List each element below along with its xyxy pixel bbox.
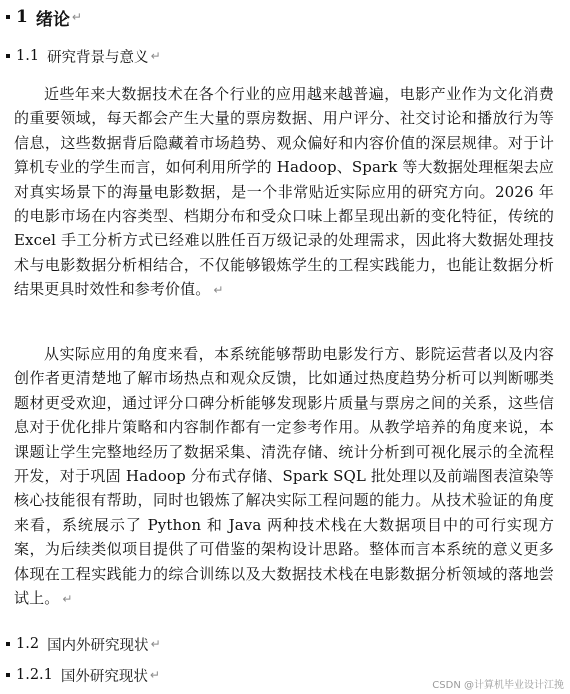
heading-section-1-2-1 bbox=[6, 664, 160, 686]
heading-title: 国外研究现状 bbox=[60, 668, 148, 685]
heading-number: 1.2 bbox=[16, 636, 40, 652]
watermark: CSDN @计算机毕业设计江挽 bbox=[432, 680, 564, 691]
heading-number: 1 bbox=[16, 7, 28, 27]
heading-section-1-2 bbox=[6, 633, 161, 655]
paragraph-text: 近些年来大数据技术在各个行业的应用越来越普遍，电影产业作为文化消费的重要领域，每天都会产生大量的票房数据、用户评分、社交讨论和播放行为等信息，这些数据背后隐藏着市场趋势、观众偏好和内容价值的深层规律。对于计算机专业的学生而言，如何利用所学的 Hadoop、Spark 等大数据处理框架去应对真实场景下的海量电影数据，是一个非常贴近实际应用的研究方向。2026 年的电影市场在内容类型、档期分布和受众口味上都呈现出新的变化特征，传统的 Excel 手工分析方式已经难以胜任百万级记录的处理需求，因此将大数据处理技术与电影数据分析相结合，不仅能够锻炼学生的工程实践能力，也能让数据分析结果更具时效性和参考价值。 bbox=[14, 85, 554, 299]
body-paragraph-2 bbox=[14, 342, 554, 611]
body-paragraph-1 bbox=[14, 82, 554, 303]
paragraph-mark-icon: ↵ bbox=[213, 283, 224, 298]
heading-bullet bbox=[6, 54, 10, 58]
heading-bullet bbox=[6, 673, 10, 677]
paragraph-mark-icon: ↵ bbox=[71, 10, 82, 24]
heading-bullet bbox=[6, 15, 10, 19]
paragraph-mark-icon: ↵ bbox=[149, 668, 160, 682]
heading-number: 1.1 bbox=[16, 48, 40, 64]
paragraph-mark-icon: ↵ bbox=[62, 592, 73, 607]
paragraph-mark-icon: ↵ bbox=[150, 637, 161, 651]
heading-chapter-1 bbox=[6, 4, 82, 30]
heading-title: 绪论 bbox=[35, 9, 70, 30]
paragraph-mark-icon: ↵ bbox=[150, 49, 161, 63]
paragraph-text: 从实际应用的角度来看，本系统能够帮助电影发行方、影院运营者以及内容创作者更清楚地了解市场热点和观众反馈，比如通过热度趋势分析可以判断哪类题材更受欢迎，通过评分口碑分析能够发现影片质量与票房之间的关系，这些信息对于优化排片策略和内容制作都有一定参考作用。从教学培养的角度来说，本课题让学生完整地经历了数据采集、清洗存储、统计分析到可视化展示的全流程开发，对于巩固 Hadoop 分布式存储、Spark SQL 批处理以及前端图表渲染等核心技能很有帮助，同时也锻炼了解决实际工程问题的能力。从技术验证的角度来看，系统展示了 Python 和 Java 两种技术栈在大数据项目中的可行实现方案，为后续类似项目提供了可借鉴的架构设计思路。整体而言本系统的意义更多体现在工程实践能力的综合训练以及大数据技术栈在电影数据分析领域的落地尝试上。 bbox=[14, 345, 554, 608]
heading-title: 国内外研究现状 bbox=[47, 637, 149, 654]
heading-number: 1.2.1 bbox=[16, 667, 53, 683]
heading-title: 研究背景与意义 bbox=[47, 49, 149, 66]
heading-bullet bbox=[6, 642, 10, 646]
heading-section-1-1 bbox=[6, 45, 161, 67]
